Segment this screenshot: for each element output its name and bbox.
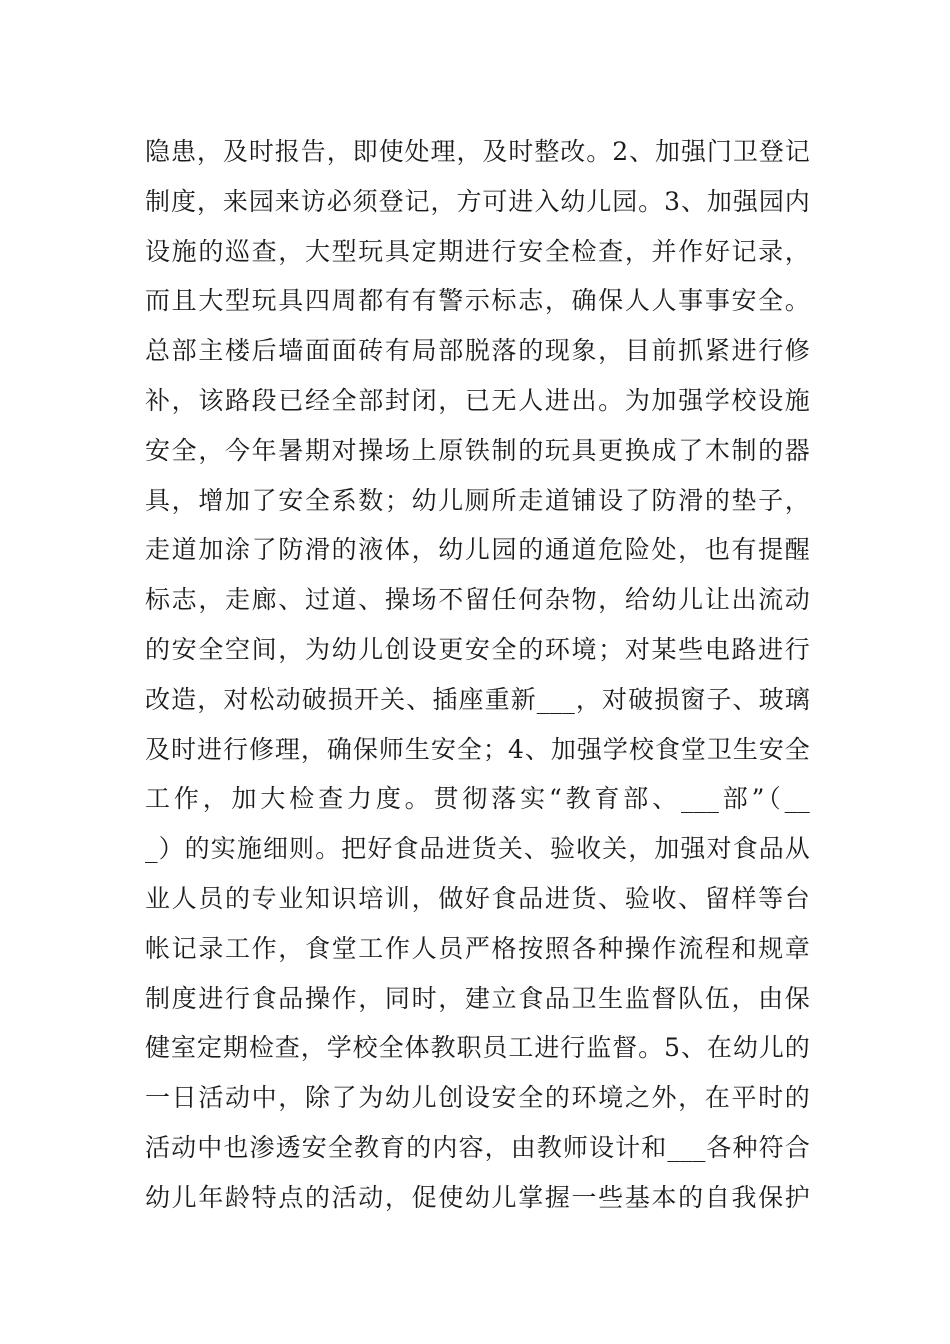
text-line: 一日活动中，除了为幼儿创设安全的环境之外，在平时的: [145, 1083, 810, 1113]
text-line: 健室定期检查，学校全体教职员工进行监督。5、在幼儿的: [145, 1033, 810, 1063]
text-line: 具，增加了安全系数；幼儿厕所走道铺设了防滑的垫子，: [145, 485, 810, 515]
text-line: 而且大型玩具四周都有有警示标志，确保人人事事安全。: [145, 286, 810, 316]
text-line: 制度，来园来访必须登记，方可进入幼儿园。3、加强园内: [145, 186, 810, 216]
text-line: 隐患，及时报告，即使处理，及时整改。2、加强门卫登记: [145, 137, 810, 166]
text-line: 标志，走廊、过道、操场不留任何杂物，给幼儿让出流动: [145, 585, 810, 615]
body-text: [145, 127, 810, 1223]
text-line: 的安全空间，为幼儿创设更安全的环境；对某些电路进行: [145, 634, 810, 664]
text-line: 设施的巡查，大型玩具定期进行安全检查，并作好记录，: [145, 236, 810, 266]
text-line: 走道加涂了防滑的液体，幼儿园的通道危险处，也有提醒: [145, 535, 810, 565]
text-line: 帐记录工作，食堂工作人员严格按照各种操作流程和规章: [145, 933, 810, 963]
text-line: 补，该路段已经全部封闭，已无人进出。为加强学校设施: [145, 385, 810, 415]
text-line: 幼儿年龄特点的活动，促使幼儿掌握一些基本的自我保护: [145, 1182, 810, 1212]
text-line: 及时进行修理，确保师生安全；4、加强学校食堂卫生安全: [145, 734, 810, 764]
text-line: 活动中也渗透安全教育的内容，由教师设计和___各种符合: [145, 1132, 810, 1162]
text-line: 工作，加大检查力度。贯彻落实“教育部、___部”（__: [145, 784, 810, 814]
text-line: 改造，对松动破损开关、插座重新___，对破损窗子、玻璃: [145, 684, 810, 714]
text-line: 安全，今年暑期对操场上原铁制的玩具更换成了木制的器: [145, 435, 810, 465]
text-line: 业人员的专业知识培训，做好食品进货、验收、留样等台: [145, 883, 810, 913]
text-line: 总部主楼后墙面面砖有局部脱落的现象，目前抓紧进行修: [145, 336, 810, 366]
text-line: 制度进行食品操作，同时，建立食品卫生监督队伍，由保: [145, 983, 810, 1013]
text-line: _）的实施细则。把好食品进货关、验收关，加强对食品从: [145, 834, 810, 864]
